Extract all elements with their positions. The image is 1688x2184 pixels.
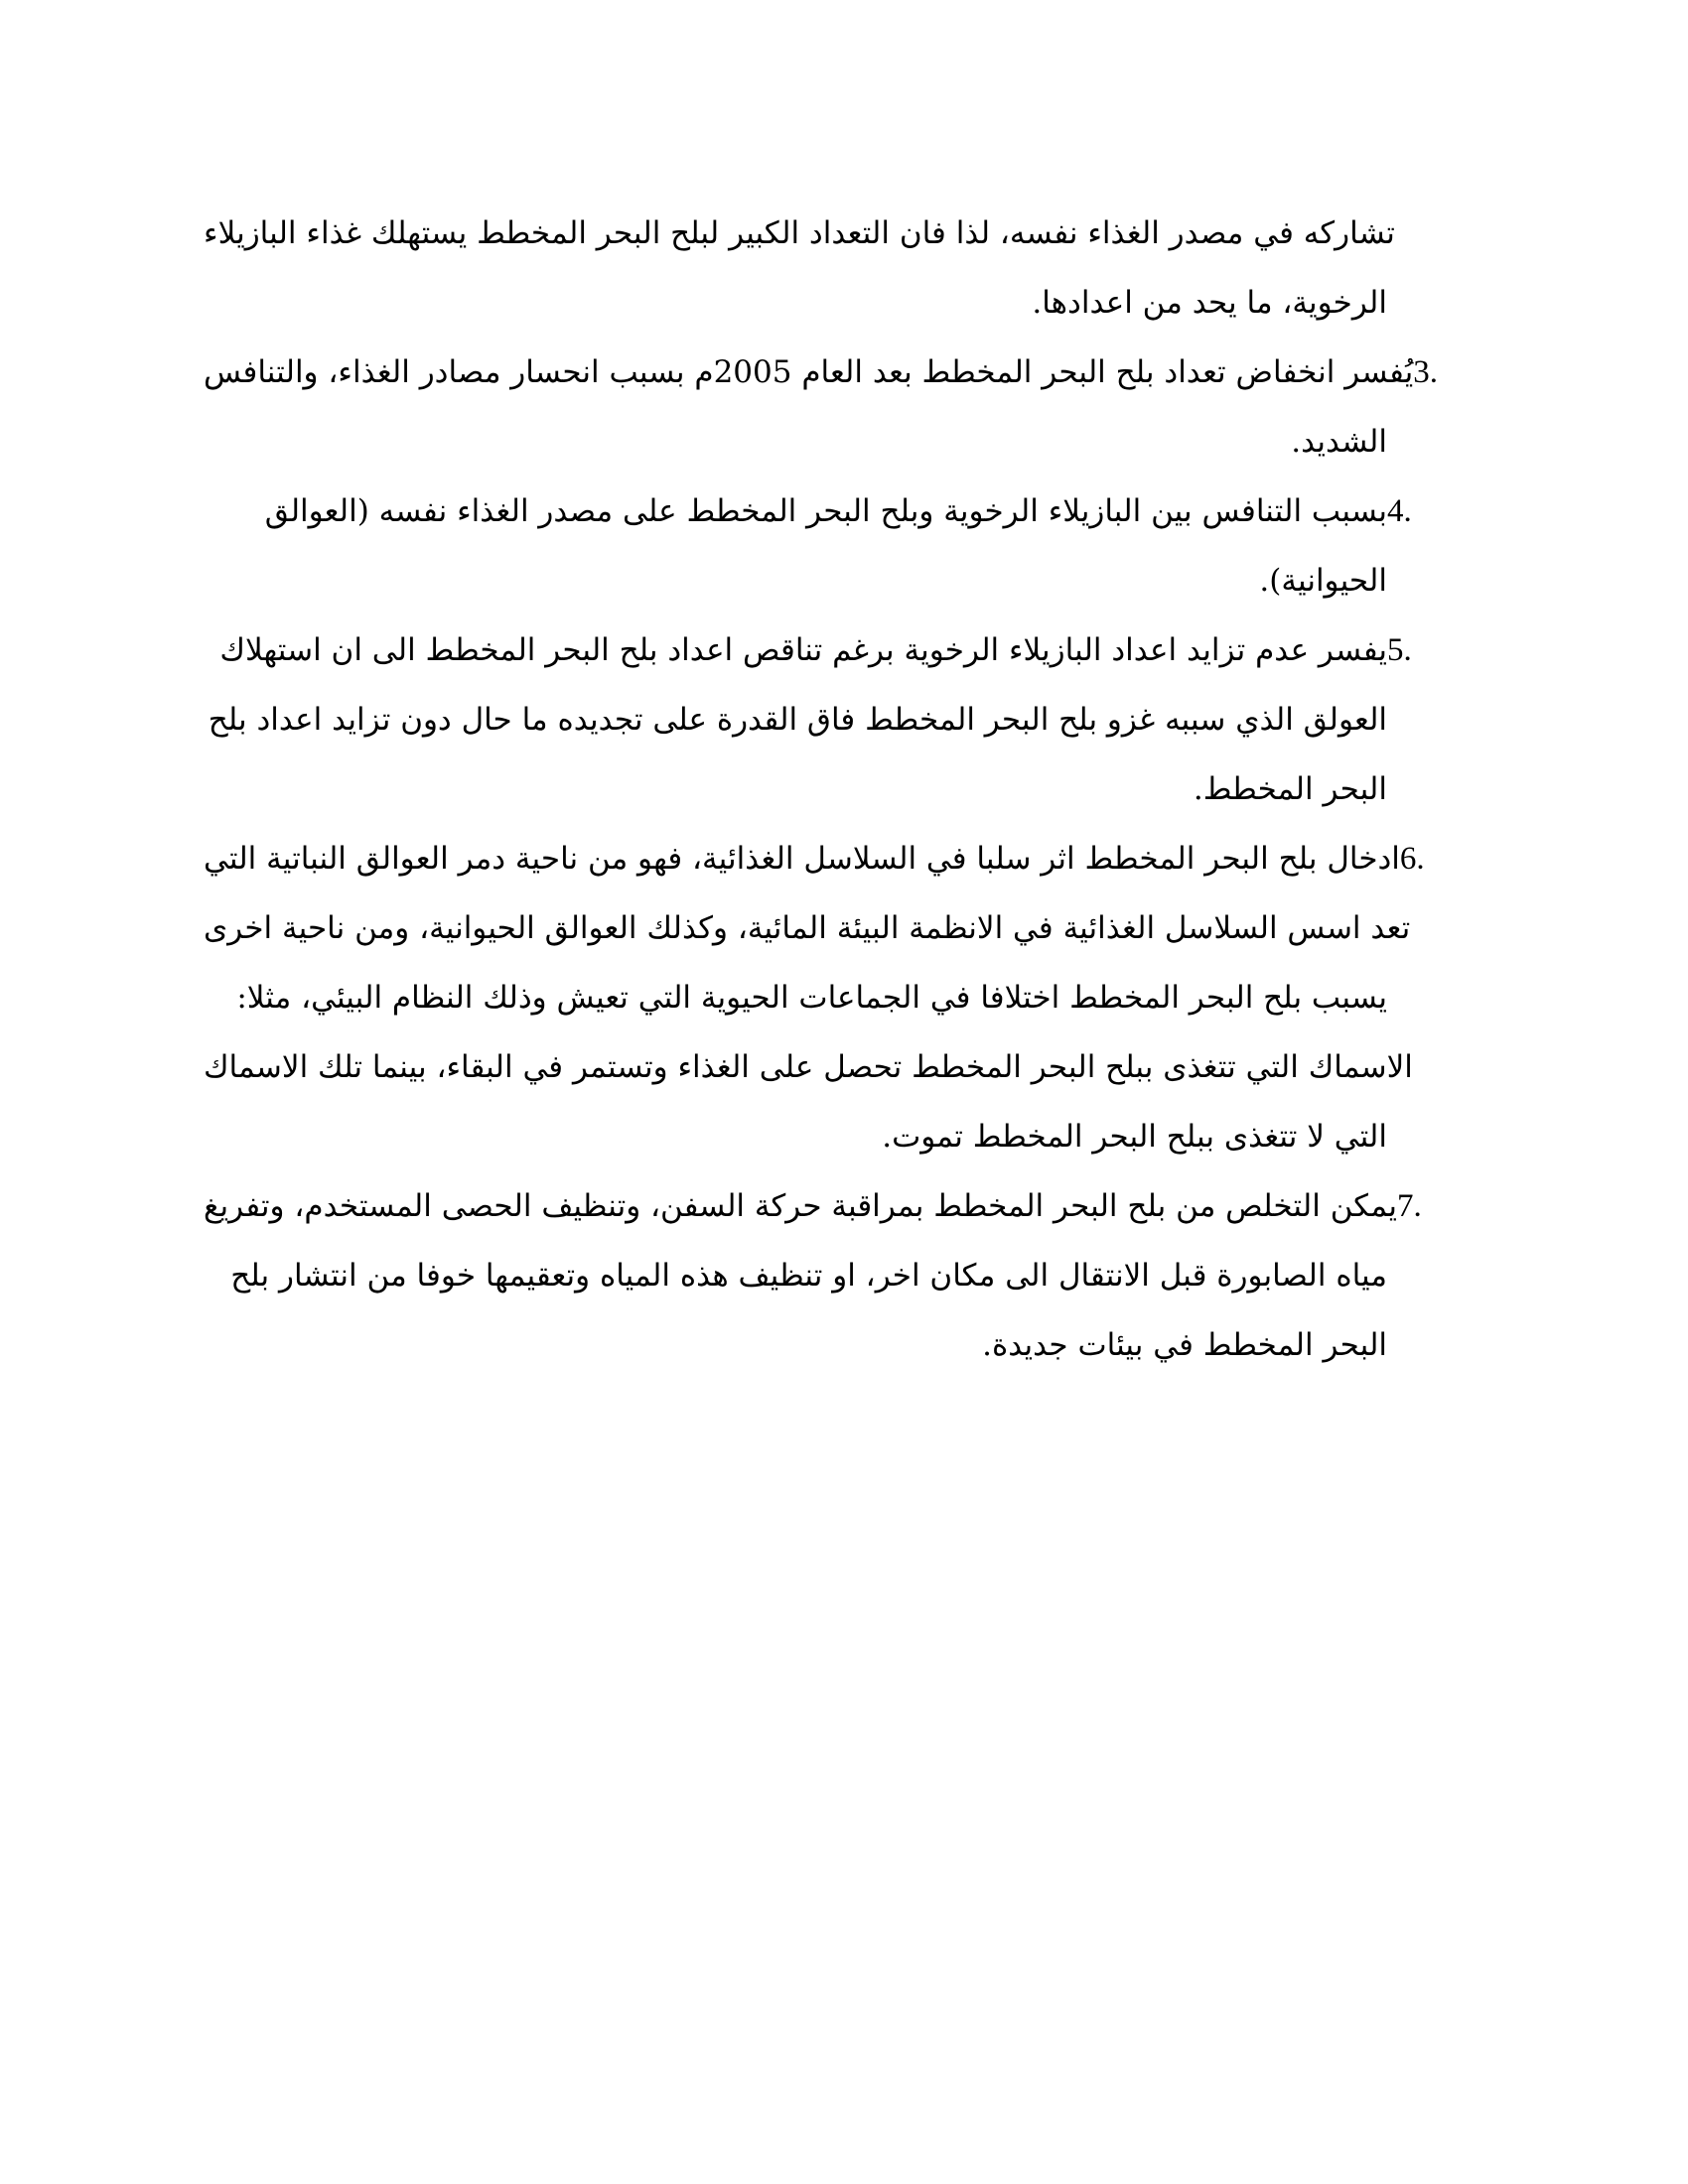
list-item-5-line: [204, 615, 1435, 685]
list-item-5-line: [204, 685, 1435, 754]
line-text: البحر المخطط.: [1193, 771, 1387, 807]
continuation-line: [204, 268, 1435, 338]
list-number: 6.: [1399, 841, 1425, 877]
line-text: التي لا تتغذى ببلح البحر المخطط تموت.: [882, 1119, 1387, 1155]
list-number: 5.: [1387, 632, 1412, 668]
list-number: 7.: [1396, 1188, 1422, 1224]
list-item-6-line: [204, 1102, 1435, 1171]
line-text: العولق الذي سببه غزو بلح البحر المخطط فاق القدرة على تجديده ما حال دون تزايد اعداد بلح: [208, 702, 1387, 738]
continuation-line: [204, 199, 1435, 268]
line-text: يمكن التخلص من بلح البحر المخطط بمراقبة حركة السفن، وتنظيف الحصى المستخدم، وتفريغ: [204, 1188, 1397, 1224]
line-text: الاسماك التي تتغذى ببلح البحر المخطط تحصل على الغذاء وتستمر في البقاء، بينما تلك الاسماك: [204, 1049, 1413, 1085]
list-item-6-line: [204, 963, 1435, 1032]
line-text: الرخوية، ما يحد من اعدادها.: [1032, 285, 1387, 321]
list-item-6-line: [204, 1032, 1435, 1102]
line-text: يسبب بلح البحر المخطط اختلافا في الجماعات الحيوية التي تعيش وذلك النظام البيئي، مثلا:: [236, 980, 1387, 1016]
list-item-4-line: [204, 477, 1435, 546]
list-item-6-line: [204, 893, 1435, 963]
list-number: 4.: [1387, 493, 1412, 529]
line-text: البحر المخطط في بيئات جديدة.: [982, 1327, 1387, 1363]
list-number: 3.: [1413, 354, 1439, 390]
list-item-7-line: [204, 1310, 1435, 1380]
line-text: يفسر عدم تزايد اعداد البازيلاء الرخوية برغم تناقص اعداد بلح البحر المخطط الى ان استهلاك: [219, 632, 1387, 668]
document-body: [204, 199, 1439, 1380]
line-text: تعد اسس السلاسل الغذائية في الانظمة البيئة المائية، وكذلك العوالق الحيوانية، ومن ناحية اخرى: [204, 910, 1411, 946]
line-text: بسبب التنافس بين البازيلاء الرخوية وبلح البحر المخطط على مصدر الغذاء نفسه (العوالق: [264, 493, 1387, 529]
list-item-7-line: [204, 1241, 1435, 1310]
list-item-3-line: [204, 338, 1439, 407]
line-text: يُفسر انخفاض تعداد بلح البحر المخطط بعد العام 2005م بسبب انحسار مصادر الغذاء، والتنافس: [204, 354, 1414, 390]
line-text: الشديد.: [1291, 424, 1387, 460]
list-item-3-line: [204, 407, 1435, 477]
list-item-4-line: [204, 546, 1435, 615]
line-text: مياه الصابورة قبل الانتقال الى مكان اخر، او تنظيف هذه المياه وتعقيمها خوفا من انتشار بلح: [230, 1258, 1387, 1294]
list-item-7-line: [204, 1171, 1435, 1241]
list-item-5-line: [204, 754, 1435, 824]
line-text: الحيوانية).: [1259, 563, 1387, 599]
list-item-6-line: [204, 824, 1435, 893]
line-text: ادخال بلح البحر المخطط اثر سلبا في السلاسل الغذائية، فهو من ناحية دمر العوالق النباتية التي: [204, 841, 1400, 877]
line-text: تشاركه في مصدر الغذاء نفسه، لذا فان التعداد الكبير لبلح البحر المخطط يستهلك غذاء البازيلاء: [204, 215, 1395, 251]
